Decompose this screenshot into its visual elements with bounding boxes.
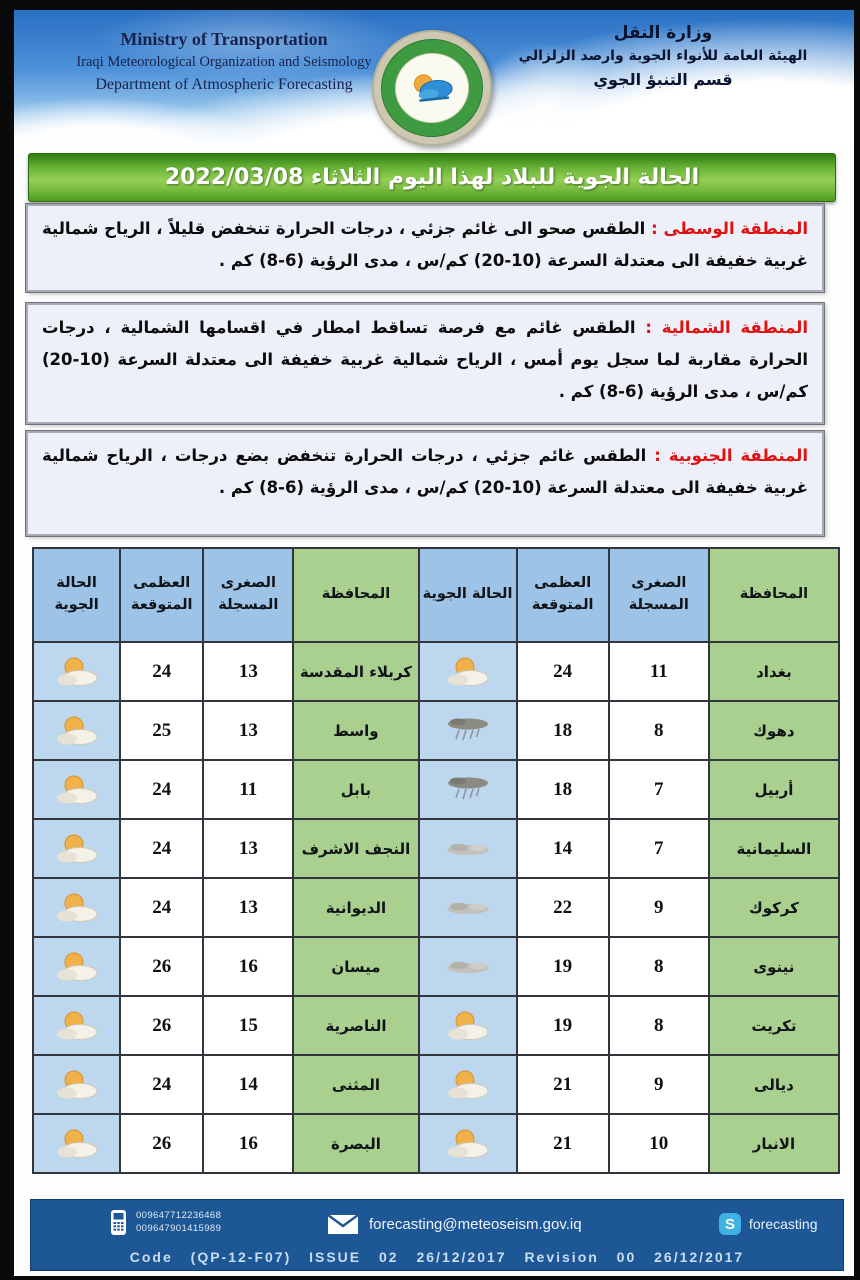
weather-state-header-a: الحالة الجوية [419, 548, 517, 642]
table-row [33, 1114, 839, 1173]
weather-state-cell [33, 996, 120, 1055]
province-cell: أربيل [709, 760, 839, 819]
expected-max-cell: 24 [120, 760, 203, 819]
province-cell: الناصرية [293, 996, 418, 1055]
expected-max-cell: 24 [517, 642, 609, 701]
expected-max-cell: 26 [120, 996, 203, 1055]
partly-cloudy-icon [441, 1126, 495, 1162]
weather-state-cell [33, 701, 120, 760]
expected-max-cell: 18 [517, 701, 609, 760]
weather-state-cell [33, 878, 120, 937]
recorded-min-cell: 14 [203, 1055, 293, 1114]
rain-icon [441, 713, 495, 749]
province-cell: السليمانية [709, 819, 839, 878]
table-header-row [33, 548, 839, 642]
report-title-banner [28, 153, 836, 202]
table-row [33, 1055, 839, 1114]
table-row [33, 937, 839, 996]
department-line-en: Department of Atmospheric Forecasting [95, 76, 353, 94]
weather-state-cell [419, 642, 517, 701]
document-code-line: Code (QP-12-F07) ISSUE 02 26/12/2017 Revision 00 26/12/2017 [129, 1249, 745, 1265]
weather-state-cell [419, 1114, 517, 1173]
expected-max-cell: 19 [517, 996, 609, 1055]
expected-max-cell: 24 [120, 878, 203, 937]
weather-state-cell [419, 819, 517, 878]
email-address: forecasting@meteoseism.gov.iq [369, 1216, 582, 1233]
weather-state-cell [419, 1055, 517, 1114]
expected-max-cell: 22 [517, 878, 609, 937]
recorded-min-cell: 13 [203, 819, 293, 878]
northern-region-box [26, 303, 824, 424]
partly-cloudy-icon [50, 713, 104, 749]
footer-bar [30, 1199, 844, 1271]
recorded-min-cell: 16 [203, 1114, 293, 1173]
table-row [33, 701, 839, 760]
expected-max-cell: 19 [517, 937, 609, 996]
cloudy-icon [441, 831, 495, 867]
phone-icon [109, 1209, 128, 1236]
recorded-min-header-a: الصغرى المسجلة [609, 548, 709, 642]
table-row [33, 819, 839, 878]
phone-block [109, 1209, 221, 1236]
province-cell: واسط [293, 701, 418, 760]
province-cell: الانبار [709, 1114, 839, 1173]
weather-state-cell [419, 760, 517, 819]
skype-icon: S [719, 1213, 741, 1235]
southern-region-box [26, 431, 824, 536]
department-line-ar: قسم التنبؤ الجوي [593, 70, 733, 90]
weather-state-cell [33, 819, 120, 878]
partly-cloudy-icon [441, 1067, 495, 1103]
province-cell: دهوك [709, 701, 839, 760]
table-row [33, 642, 839, 701]
expected-max-cell: 26 [120, 937, 203, 996]
recorded-min-cell: 16 [203, 937, 293, 996]
weather-state-cell [419, 996, 517, 1055]
recorded-min-header-b: الصغرى المسجلة [203, 548, 293, 642]
org-line-en: Iraqi Meteorological Organization and Seismology [76, 54, 372, 71]
partly-cloudy-icon [50, 831, 104, 867]
expected-max-cell: 21 [517, 1055, 609, 1114]
southern-region-text: الطقس غائم جزئي ، درجات الحرارة تنخفض بضع درجات ، الرياح شمالية غربية خفيفة الى معتدلة السرعة (10-20) كم/س ، مدى الرؤية (6-8) كم . [42, 446, 808, 498]
table-row [33, 878, 839, 937]
recorded-min-cell: 13 [203, 642, 293, 701]
rain-icon [441, 772, 495, 808]
partly-cloudy-icon [50, 890, 104, 926]
expected-max-cell: 24 [120, 819, 203, 878]
report-title: الحالة الجوية للبلاد لهذا اليوم الثلاثاء 2022/03/08 [164, 165, 700, 190]
central-region-text: الطقس صحو الى غائم جزئي ، درجات الحرارة تنخفض قليلاً ، الرياح شمالية غربية خفيفة الى معتدلة السرعة (10-20) كم/س ، مدى الرؤية (6-8) كم . [42, 219, 808, 271]
expected-max-cell: 24 [120, 642, 203, 701]
weather-state-cell [33, 760, 120, 819]
sky-header [14, 10, 854, 146]
expected-max-cell: 14 [517, 819, 609, 878]
recorded-min-cell: 9 [609, 1055, 709, 1114]
recorded-min-cell: 7 [609, 760, 709, 819]
weather-table-body [33, 642, 839, 1173]
province-cell: نينوى [709, 937, 839, 996]
province-cell: كركوك [709, 878, 839, 937]
recorded-min-cell: 7 [609, 819, 709, 878]
weather-state-cell [419, 701, 517, 760]
northern-region-label: المنطقة الشمالية : [645, 318, 809, 337]
phone-number: 009647901415989 [136, 1222, 222, 1234]
phone-number: 009647712236468 [136, 1209, 222, 1221]
partly-cloudy-icon [441, 654, 495, 690]
ministry-title-en: Ministry of Transportation [120, 29, 328, 49]
phone-numbers [136, 1210, 221, 1236]
province-header-a: المحافظة [709, 548, 839, 642]
weather-state-cell [33, 937, 120, 996]
partly-cloudy-icon [50, 654, 104, 690]
org-name-arabic [498, 20, 828, 93]
weather-table [32, 547, 840, 1174]
province-cell: تكريت [709, 996, 839, 1055]
weather-state-cell [33, 1114, 120, 1173]
province-cell: النجف الاشرف [293, 819, 418, 878]
province-cell: المثنى [293, 1055, 418, 1114]
expected-max-cell: 18 [517, 760, 609, 819]
weather-state-cell [33, 642, 120, 701]
weather-state-cell [419, 937, 517, 996]
weather-state-cell [419, 878, 517, 937]
expected-max-cell: 24 [120, 1055, 203, 1114]
email-block [327, 1214, 582, 1235]
recorded-min-cell: 13 [203, 701, 293, 760]
ministry-title-ar: وزارة النقل [613, 23, 713, 43]
recorded-min-cell: 9 [609, 878, 709, 937]
province-cell: بابل [293, 760, 418, 819]
table-row [33, 760, 839, 819]
weather-state-header-b: الحالة الجوية [33, 548, 120, 642]
southern-region-label: المنطقة الجنوبية : [654, 446, 809, 465]
sun-cloud-icon [404, 67, 459, 108]
cloudy-icon [441, 890, 495, 926]
province-cell: الديوانية [293, 878, 418, 937]
expected-max-cell: 21 [517, 1114, 609, 1173]
weather-bulletin-page [14, 10, 854, 1276]
recorded-min-cell: 15 [203, 996, 293, 1055]
org-line-ar: الهيئة العامة للأنواء الجوية وارصد الزلزالي [518, 48, 808, 65]
central-region-label: المنطقة الوسطى : [651, 219, 808, 238]
expected-max-cell: 26 [120, 1114, 203, 1173]
skype-block [719, 1213, 817, 1235]
partly-cloudy-icon [50, 1008, 104, 1044]
province-cell: البصرة [293, 1114, 418, 1173]
province-cell: كربلاء المقدسة [293, 642, 418, 701]
expected-max-cell: 25 [120, 701, 203, 760]
recorded-min-cell: 10 [609, 1114, 709, 1173]
table-row [33, 996, 839, 1055]
recorded-min-cell: 11 [609, 642, 709, 701]
province-header-b: المحافظة [293, 548, 418, 642]
expected-max-header-a: العظمى المتوقعة [517, 548, 609, 642]
central-region-box [26, 204, 824, 292]
recorded-min-cell: 8 [609, 937, 709, 996]
province-cell: ديالى [709, 1055, 839, 1114]
recorded-min-cell: 13 [203, 878, 293, 937]
partly-cloudy-icon [50, 1067, 104, 1103]
recorded-min-cell: 11 [203, 760, 293, 819]
recorded-min-cell: 8 [609, 701, 709, 760]
province-cell: ميسان [293, 937, 418, 996]
expected-max-header-b: العظمى المتوقعة [120, 548, 203, 642]
skype-handle: forecasting [749, 1216, 818, 1232]
recorded-min-cell: 8 [609, 996, 709, 1055]
org-name-english [50, 26, 398, 96]
partly-cloudy-icon [50, 1126, 104, 1162]
province-cell: بغداد [709, 642, 839, 701]
partly-cloudy-icon [50, 949, 104, 985]
weather-state-cell [33, 1055, 120, 1114]
envelope-icon [327, 1214, 359, 1235]
northern-region-text: الطقس غائم مع فرصة تساقط امطار في اقسامها الشمالية ، درجات الحرارة مقاربة لما سجل يوم أمس ، الرياح شمالية غربية خفيفة الى معتدلة السرعة (10-20) كم/س ، مدى الرؤية (6-8) كم . [42, 318, 808, 402]
partly-cloudy-icon [441, 1008, 495, 1044]
cloudy-icon [441, 949, 495, 985]
partly-cloudy-icon [50, 772, 104, 808]
